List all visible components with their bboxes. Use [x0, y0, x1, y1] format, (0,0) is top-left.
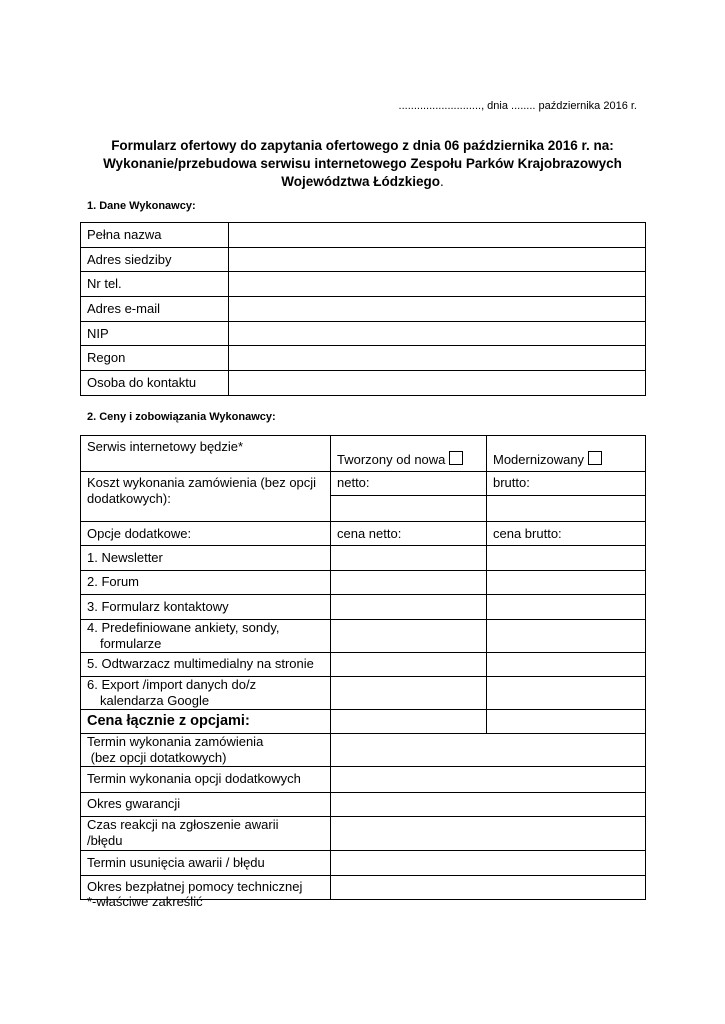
table-row [81, 570, 646, 595]
field-value-cell[interactable] [229, 223, 646, 248]
table-row [81, 223, 646, 248]
prices-table [80, 435, 646, 900]
table-row [81, 522, 646, 546]
option-gross-cell[interactable] [487, 676, 646, 709]
title-line-2: Wykonanie/przebudowa serwisu internetowego Zespołu Parków Krajobrazowych [103, 156, 622, 171]
commitment-value-cell[interactable] [331, 792, 646, 816]
table-row [81, 546, 646, 571]
field-label: NIP [81, 321, 229, 346]
option-modern-cell [487, 436, 646, 472]
option-net-cell[interactable] [331, 652, 487, 676]
option-label: 4. Predefiniowane ankiety, sondy, formularze [81, 619, 331, 652]
table-row [81, 371, 646, 396]
title-line-3: Województwa Łódzkiego. [281, 174, 444, 189]
table-row [81, 619, 646, 652]
option-new-cell [331, 436, 487, 472]
table-row [81, 272, 646, 297]
total-label: Cena łącznie z opcjami: [81, 709, 331, 733]
net-label: netto: [331, 472, 487, 496]
footnote: *-właściwe zakreślić [87, 894, 203, 909]
option-gross-cell[interactable] [487, 619, 646, 652]
commitment-value-cell[interactable] [331, 850, 646, 875]
table-row [81, 247, 646, 272]
contractor-data-table [80, 222, 646, 396]
commitment-label: Czas reakcji na zgłoszenie awarii /błędu [81, 816, 331, 850]
option-label: 6. Export /import danych do/z kalendarza Google [81, 676, 331, 709]
table-row [81, 766, 646, 792]
table-row [81, 297, 646, 322]
field-value-cell[interactable] [229, 371, 646, 396]
option-modern-checkbox[interactable] [588, 451, 602, 465]
table-row [81, 709, 646, 733]
field-label: Adres siedziby [81, 247, 229, 272]
field-label: Nr tel. [81, 272, 229, 297]
field-value-cell[interactable] [229, 272, 646, 297]
option-modern-label: Modernizowany [493, 452, 585, 467]
option-new-label: Tworzony od nowa [337, 452, 446, 467]
option-gross-cell[interactable] [487, 652, 646, 676]
table-row [81, 676, 646, 709]
gross-label: brutto: [487, 472, 646, 496]
commitment-label: Okres gwarancji [81, 792, 331, 816]
commitment-value-cell[interactable] [331, 816, 646, 850]
section-2-heading: 2. Ceny i zobowiązania Wykonawcy: [87, 411, 276, 423]
net-price-label: cena netto: [331, 522, 487, 546]
date-line: ..........................., dnia ........ października 2016 r. [398, 100, 637, 112]
table-row [81, 321, 646, 346]
table-row [81, 733, 646, 766]
field-label: Pełna nazwa [81, 223, 229, 248]
field-label: Adres e-mail [81, 297, 229, 322]
option-net-cell[interactable] [331, 619, 487, 652]
table-row [81, 792, 646, 816]
table-row [81, 595, 646, 620]
cost-label: Koszt wykonania zamówienia (bez opcji dodatkowych): [81, 472, 331, 522]
table-row [81, 652, 646, 676]
total-net-cell[interactable] [331, 709, 487, 733]
commitment-value-cell[interactable] [331, 875, 646, 899]
commitment-value-cell[interactable] [331, 733, 646, 766]
commitment-label: Termin usunięcia awarii / błędu [81, 850, 331, 875]
field-value-cell[interactable] [229, 297, 646, 322]
option-gross-cell[interactable] [487, 546, 646, 571]
service-label: Serwis internetowy będzie* [81, 436, 331, 472]
option-gross-cell[interactable] [487, 595, 646, 620]
form-title [80, 137, 645, 191]
option-net-cell[interactable] [331, 546, 487, 571]
field-label: Regon [81, 346, 229, 371]
option-net-cell[interactable] [331, 570, 487, 595]
option-label: 5. Odtwarzacz multimedialny na stronie [81, 652, 331, 676]
option-new-checkbox[interactable] [449, 451, 463, 465]
commitment-label: Termin wykonania opcji dodatkowych [81, 766, 331, 792]
table-row [81, 472, 646, 496]
gross-price-label: cena brutto: [487, 522, 646, 546]
options-label: Opcje dodatkowe: [81, 522, 331, 546]
section-1-heading: 1. Dane Wykonawcy: [87, 200, 196, 212]
commitment-value-cell[interactable] [331, 766, 646, 792]
commitment-label: Termin wykonania zamówienia (bez opcji dotatkowych) [81, 733, 331, 766]
field-value-cell[interactable] [229, 346, 646, 371]
field-label: Osoba do kontaktu [81, 371, 229, 396]
option-net-cell[interactable] [331, 595, 487, 620]
net-value-cell[interactable] [331, 496, 487, 522]
option-label: 2. Forum [81, 570, 331, 595]
title-line-1: Formularz ofertowy do zapytania ofertowego z dnia 06 października 2016 r. na: [111, 138, 614, 153]
table-row [81, 346, 646, 371]
option-net-cell[interactable] [331, 676, 487, 709]
gross-value-cell[interactable] [487, 496, 646, 522]
option-label: 1. Newsletter [81, 546, 331, 571]
table-row [81, 850, 646, 875]
table-row [81, 816, 646, 850]
field-value-cell[interactable] [229, 247, 646, 272]
field-value-cell[interactable] [229, 321, 646, 346]
option-label: 3. Formularz kontaktowy [81, 595, 331, 620]
commitment-label: Okres bezpłatnej pomocy technicznej [81, 875, 331, 899]
option-gross-cell[interactable] [487, 570, 646, 595]
table-row [81, 436, 646, 472]
total-gross-cell[interactable] [487, 709, 646, 733]
